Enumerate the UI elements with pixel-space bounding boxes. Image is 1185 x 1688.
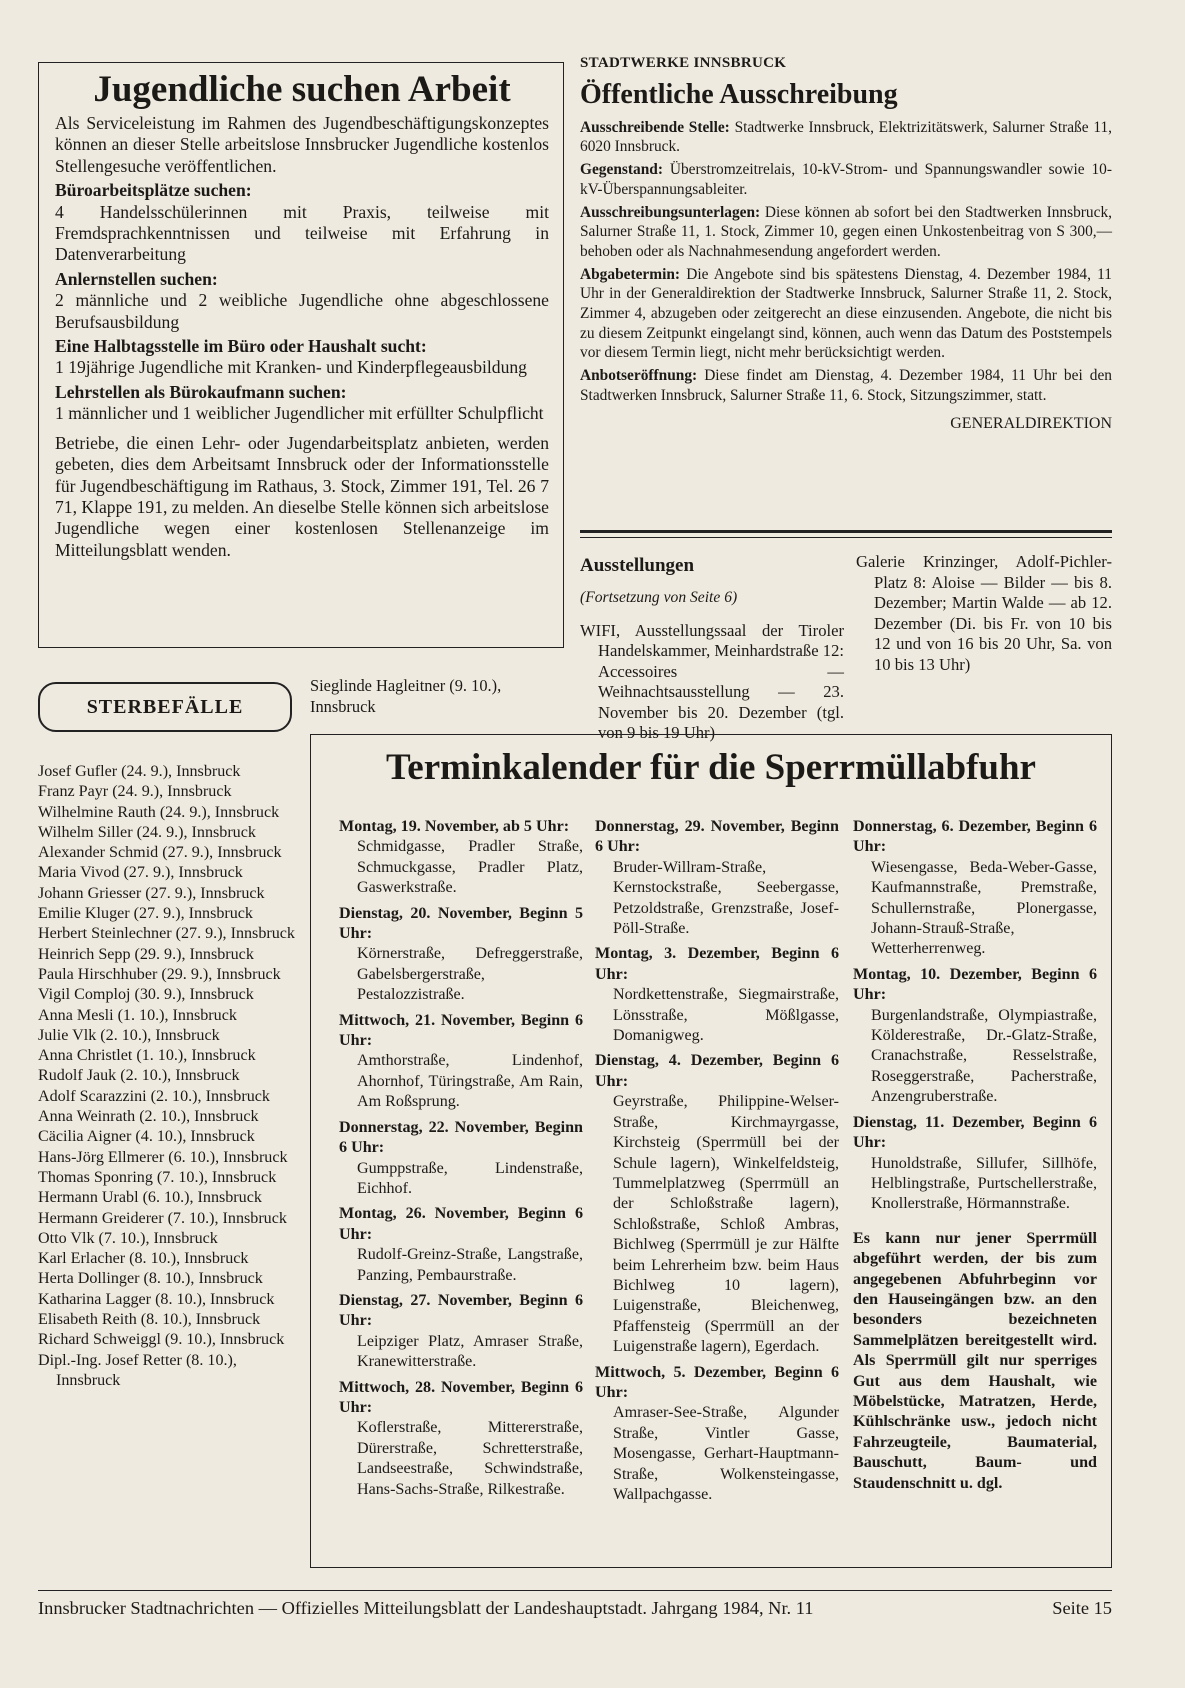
list-item: Herta Dollinger (8. 10.), Innsbruck	[38, 1270, 263, 1288]
sterbefaelle-list	[38, 762, 300, 1391]
stadtwerke-item	[580, 118, 1112, 157]
ausstellungen-entry: Galerie Krinzinger, Adolf-Pichler-Platz 8: Aloise — Bilder — bis 8. Dezember; Martin Walde — ab 12. Dezember (Di. bis Fr. von 10 bis 12 und von 16 bis 20 Uhr, Sa. von 10 bis 13 Uhr)	[856, 552, 1112, 674]
stadtwerke-kicker: STADTWERKE INNSBRUCK	[580, 55, 787, 71]
list-item: Wilhelm Siller (24. 9.), Innsbruck	[38, 823, 256, 841]
schedule-streets: Schmidgasse, Pradler Straße, Schmuckgasse, Pradler Platz, Gaswerkstraße.	[357, 838, 583, 897]
list-item: Hans-Jörg Ellmerer (6. 10.), Innsbruck	[38, 1148, 288, 1166]
jugend-intro: Als Serviceleistung im Rahmen des Jugendbeschäftigungskonzeptes können an dieser Stelle arbeitslose Innsbrucker Jugendliche kostenlos Stellengesuche veröffentlichen.	[55, 113, 549, 176]
terminkalender-title: Terminkalender für die Sperrmüllabfuhr	[386, 747, 1036, 788]
schedule-streets: Geyrstraße, Philippine-Welser-Straße, Kirchmayrgasse, Kirchsteig (Sperrmüll bei der Schule lagern), Winkelfeldsteig, Tummelplatzweg (Sperrmüll an der Schloßstraße lagern), Schloßstraße, Schloß Ambras, Bichlweg (Sperrmüll je zur Hälfte beim Lehrerheim bzw. beim Haus Bichlweg 10 lagern), Luigenstraße, Bleichenweg, Pfaffensteig (Sperrmüll an der Luigenstraße lagern), Egerdach.	[613, 1093, 839, 1356]
list-item: Anna Christlet (1. 10.), Innsbruck	[38, 1047, 256, 1065]
schedule-day: Mittwoch, 28. November, Beginn 6 Uhr:	[339, 1378, 583, 1416]
item-text: Diese können ab sofort bei den Stadtwerken Innsbruck, Salurner Straße 11, 1. Stock, Zimmer 10, gegen einen Unkostenbeitrag von S 300,— behoben oder als Nachnahmesendung angefordert werden.	[580, 203, 1112, 260]
list-item: Paula Hirschhuber (29. 9.), Innsbruck	[38, 965, 281, 983]
footer-publication: Innsbrucker Stadtnachrichten — Offizielles Mitteilungsblatt der Landeshauptstadt. Jahrgang 1984, Nr. 11	[38, 1598, 814, 1618]
terminkalender-column-1	[339, 817, 583, 1500]
jugend-heading: Eine Halbtagsstelle im Büro oder Haushalt sucht:	[55, 336, 427, 357]
jugend-box	[38, 62, 564, 648]
list-item: Julie Vlk (2. 10.), Innsbruck	[38, 1026, 220, 1044]
terminkalender-column-2	[595, 817, 839, 1505]
schedule-day: Mittwoch, 21. November, Beginn 6 Uhr:	[339, 1011, 583, 1050]
footer-page-number: Seite 15	[1052, 1598, 1112, 1618]
item-text: Diese findet am Dienstag, 4. Dezember 1984, 11 Uhr bei den Stadtwerken Innsbruck, Salurner Straße 11, 6. Stock, Sitzungszimmer, statt.	[580, 367, 1112, 404]
item-label: Ausschreibungsunterlagen:	[580, 203, 761, 221]
list-item: Emilie Kluger (27. 9.), Innsbruck	[38, 905, 253, 923]
list-item: Hermann Greiderer (7. 10.), Innsbruck	[38, 1209, 287, 1227]
schedule-day: Donnerstag, 29. November, Beginn 6 Uhr:	[595, 818, 839, 856]
schedule-day: Dienstag, 27. November, Beginn 6 Uhr:	[339, 1291, 583, 1330]
list-item: Otto Vlk (7. 10.), Innsbruck	[38, 1229, 218, 1247]
schedule-day: Dienstag, 4. Dezember, Beginn 6 Uhr:	[595, 1052, 839, 1090]
ausstellungen-title: Ausstellungen	[580, 555, 695, 576]
schedule-day: Montag, 3. Dezember, Beginn 6 Uhr:	[595, 945, 839, 983]
schedule-day: Mittwoch, 5. Dezember, Beginn 6 Uhr:	[595, 1363, 839, 1401]
ausstellungen-continued: (Fortsetzung von Seite 6)	[580, 589, 738, 606]
list-item: Johann Griesser (27. 9.), Innsbruck	[38, 884, 265, 902]
sperrmuell-note: Es kann nur jener Sperrmüll abgeführt werden, der bis zum angegebenen Abfuhrbeginn vor den Hauseingängen bzw. an den besonders bezeichneten Sammelplätzen bereitgestellt wird. Als Sperrmüll gilt nur sperriges Gut aus dem Haushalt, wie Möbelstücke, Matratzen, Herde, Kühlschränke usw., jedoch nicht Fahrzeugteile, Baumaterial, Bauschutt, Baum- und Staudenschnitt u. dgl.	[853, 1229, 1097, 1492]
stadtwerke-item	[580, 265, 1112, 364]
schedule-streets: Nordkettenstraße, Siegmairstraße, Lönsstraße, Mößlgasse, Domanigweg.	[613, 986, 839, 1045]
schedule-streets: Koflerstraße, Mittererstraße, Dürerstraße, Schretterstraße, Landseestraße, Schwindstraße, Hans-Sachs-Straße, Rilkestraße.	[357, 1419, 583, 1498]
stadtwerke-item	[580, 366, 1112, 405]
schedule-day: Montag, 26. November, Beginn 6 Uhr:	[339, 1205, 583, 1243]
list-item: Franz Payr (24. 9.), Innsbruck	[38, 783, 232, 801]
ausstellungen-entry: WIFI, Ausstellungssaal der Tiroler Handelskammer, Meinhardstraße 12: Accessoires — Weihnachtsausstellung — 23. November bis 20. Dezember (tgl. von 9 bis 19 Uhr)	[580, 620, 844, 742]
schedule-streets: Rudolf-Greinz-Straße, Langstraße, Panzing, Pembaurstraße.	[357, 1246, 583, 1284]
list-item: Anna Mesli (1. 10.), Innsbruck	[38, 1006, 237, 1024]
list-item: Vigil Comploj (30. 9.), Innsbruck	[38, 986, 254, 1004]
list-item: Rudolf Jauk (2. 10.), Innsbruck	[38, 1067, 240, 1085]
schedule-day: Montag, 10. Dezember, Beginn 6 Uhr:	[853, 965, 1097, 1004]
list-item: Maria Vivod (27. 9.), Innsbruck	[38, 864, 243, 882]
list-item: Cäcilia Aigner (4. 10.), Innsbruck	[38, 1128, 255, 1146]
schedule-day: Donnerstag, 6. Dezember, Beginn 6 Uhr:	[853, 818, 1097, 856]
terminkalender-box	[310, 734, 1112, 1568]
stadtwerke-signature: GENERALDIREKTION	[950, 414, 1112, 432]
list-item: Alexander Schmid (27. 9.), Innsbruck	[38, 844, 282, 862]
list-item: Herbert Steinlechner (27. 9.), Innsbruck	[38, 925, 295, 943]
jugend-text: 1 19jährige Jugendliche mit Kranken- und Kinderpflegeausbildung	[55, 357, 527, 378]
list-item: Katharina Lagger (8. 10.), Innsbruck	[38, 1290, 275, 1308]
list-item: Wilhelmine Rauth (24. 9.), Innsbruck	[38, 803, 280, 821]
stadtwerke-item	[580, 203, 1112, 262]
jugend-heading: Lehrstellen als Bürokaufmann suchen:	[55, 381, 347, 402]
jugend-heading: Anlernstellen suchen:	[55, 268, 218, 289]
jugend-heading: Büroarbeitsplätze suchen:	[55, 180, 252, 201]
stadtwerke-title: Öffentliche Ausschreibung	[580, 78, 898, 110]
stadtwerke-item	[580, 160, 1112, 199]
schedule-streets: Wiesengasse, Beda-Weber-Gasse, Kaufmannstraße, Premstraße, Schullernstraße, Plonergasse, Johann-Strauß-Straße, Wetterherrenweg.	[871, 858, 1097, 958]
list-item: Elisabeth Reith (8. 10.), Innsbruck	[38, 1311, 261, 1329]
schedule-day: Donnerstag, 22. November, Beginn 6 Uhr:	[339, 1118, 583, 1157]
item-text: Überstromzeitrelais, 10-kV-Strom- und Spannungswandler sowie 10-kV-Überspannungsableiter.	[580, 161, 1112, 198]
footer-rule	[38, 1590, 1112, 1591]
jugend-text: 1 männlicher und 1 weiblicher Jugendlicher mit erfüllter Schulpflicht	[55, 403, 544, 424]
terminkalender-column-3	[853, 817, 1097, 1494]
item-label: Anbotseröffnung:	[580, 367, 698, 385]
schedule-streets: Leipziger Platz, Amraser Straße, Kranewitterstraße.	[357, 1332, 583, 1371]
schedule-streets: Bruder-Willram-Straße, Kernstockstraße, Seebergasse, Petzoldstraße, Grenzstraße, Josef-Pöll-Straße.	[613, 858, 839, 938]
item-label: Ausschreibende Stelle:	[580, 118, 730, 136]
list-item: Thomas Sponring (7. 10.), Innsbruck	[38, 1168, 277, 1186]
stadtwerke-article	[580, 54, 1112, 433]
schedule-streets: Hunoldstraße, Sillufer, Sillhöfe, Helblingstraße, Purtschellerstraße, Knollerstraße, Hörmannstraße.	[871, 1154, 1097, 1213]
jugend-text: 2 männliche und 2 weibliche Jugendliche ohne abgeschlossene Berufsausbildung	[55, 290, 549, 332]
schedule-streets: Burgenlandstraße, Olympiastraße, Kölderestraße, Dr.-Glatz-Straße, Cranachstraße, Resselstraße, Roseggerstraße, Pacherstraße, Anzengruberstraße.	[871, 1006, 1097, 1106]
schedule-streets: Amraser-See-Straße, Algunder Straße, Vintler Gasse, Mosengasse, Gerhart-Hauptmann-Straße, Wolkensteingasse, Wallpachgasse.	[613, 1404, 839, 1503]
list-item: Josef Gufler (24. 9.), Innsbruck	[38, 763, 241, 780]
schedule-streets: Gumppstraße, Lindenstraße, Eichhof.	[357, 1159, 583, 1197]
ausstellungen-left	[580, 554, 844, 744]
schedule-streets: Körnerstraße, Defreggerstraße, Gabelsbergerstraße, Pestalozzistraße.	[357, 945, 583, 1004]
list-item: Adolf Scarazzini (2. 10.), Innsbruck	[38, 1087, 270, 1105]
item-label: Gegenstand:	[580, 161, 663, 179]
jugend-text: 4 Handelsschülerinnen mit Praxis, teilweise mit Fremdsprachkenntnissen und teilweise mit Erfahrung in Datenverarbeitung	[55, 201, 549, 265]
schedule-day: Dienstag, 20. November, Beginn 5 Uhr:	[339, 904, 583, 943]
list-item: Dipl.-Ing. Josef Retter (8. 10.), Innsbruck	[38, 1351, 237, 1389]
list-item: Karl Erlacher (8. 10.), Innsbruck	[38, 1250, 249, 1268]
section-divider	[580, 537, 1112, 538]
list-item: Anna Weinrath (2. 10.), Innsbruck	[38, 1108, 259, 1126]
sterbefaelle-continued-entry: Sieglinde Hagleitner (9. 10.), Innsbruck	[310, 676, 502, 716]
schedule-streets: Amthorstraße, Lindenhof, Ahornhof, Türingstraße, Am Rain, Am Roßsprung.	[357, 1052, 583, 1111]
list-item: Heinrich Sepp (29. 9.), Innsbruck	[38, 945, 254, 963]
list-item: Richard Schweiggl (9. 10.), Innsbruck	[38, 1331, 285, 1349]
item-label: Abgabetermin:	[580, 265, 681, 283]
ausstellungen-right	[856, 552, 1112, 675]
schedule-day: Dienstag, 11. Dezember, Beginn 6 Uhr:	[853, 1113, 1097, 1152]
section-divider	[580, 530, 1112, 533]
sterbefaelle-heading: STERBEFÄLLE	[38, 682, 292, 732]
item-text: Stadtwerke Innsbruck, Elektrizitätswerk, Salurner Straße 11, 6020 Innsbruck.	[580, 118, 1112, 156]
list-item: Hermann Urabl (6. 10.), Innsbruck	[38, 1189, 262, 1207]
jugend-title: Jugendliche suchen Arbeit	[93, 69, 511, 110]
item-text: Die Angebote sind bis spätestens Dienstag, 4. Dezember 1984, 11 Uhr in der Generaldirektion der Stadtwerke Innsbruck, Salurner Straße 11, 2. Stock, Zimmer 4, abzugeben oder zeitgerecht an diese einzusenden. Angebote, die nicht bis zu diesem Zeitpunkt eingelangt sind, können, auch wenn das Datum des Poststempels vor diesem Termin liegt, nicht mehr berücksichtigt werden.	[580, 265, 1112, 362]
jugend-closing: Betriebe, die einen Lehr- oder Jugendarbeitsplatz anbieten, werden gebeten, dies dem Arbeitsamt Innsbruck oder der Informationsstelle für Jugendbeschäftigung im Rathaus, 3. Stock, Zimmer 191, Tel. 26 7 71, Klappe 191, zu melden. An dieselbe Stelle können sich arbeitslose Jugendliche wegen einer kostenlosen Stellenanzeige im Mitteilungsblatt wenden.	[55, 432, 549, 560]
schedule-day: Montag, 19. November, ab 5 Uhr:	[339, 818, 570, 835]
